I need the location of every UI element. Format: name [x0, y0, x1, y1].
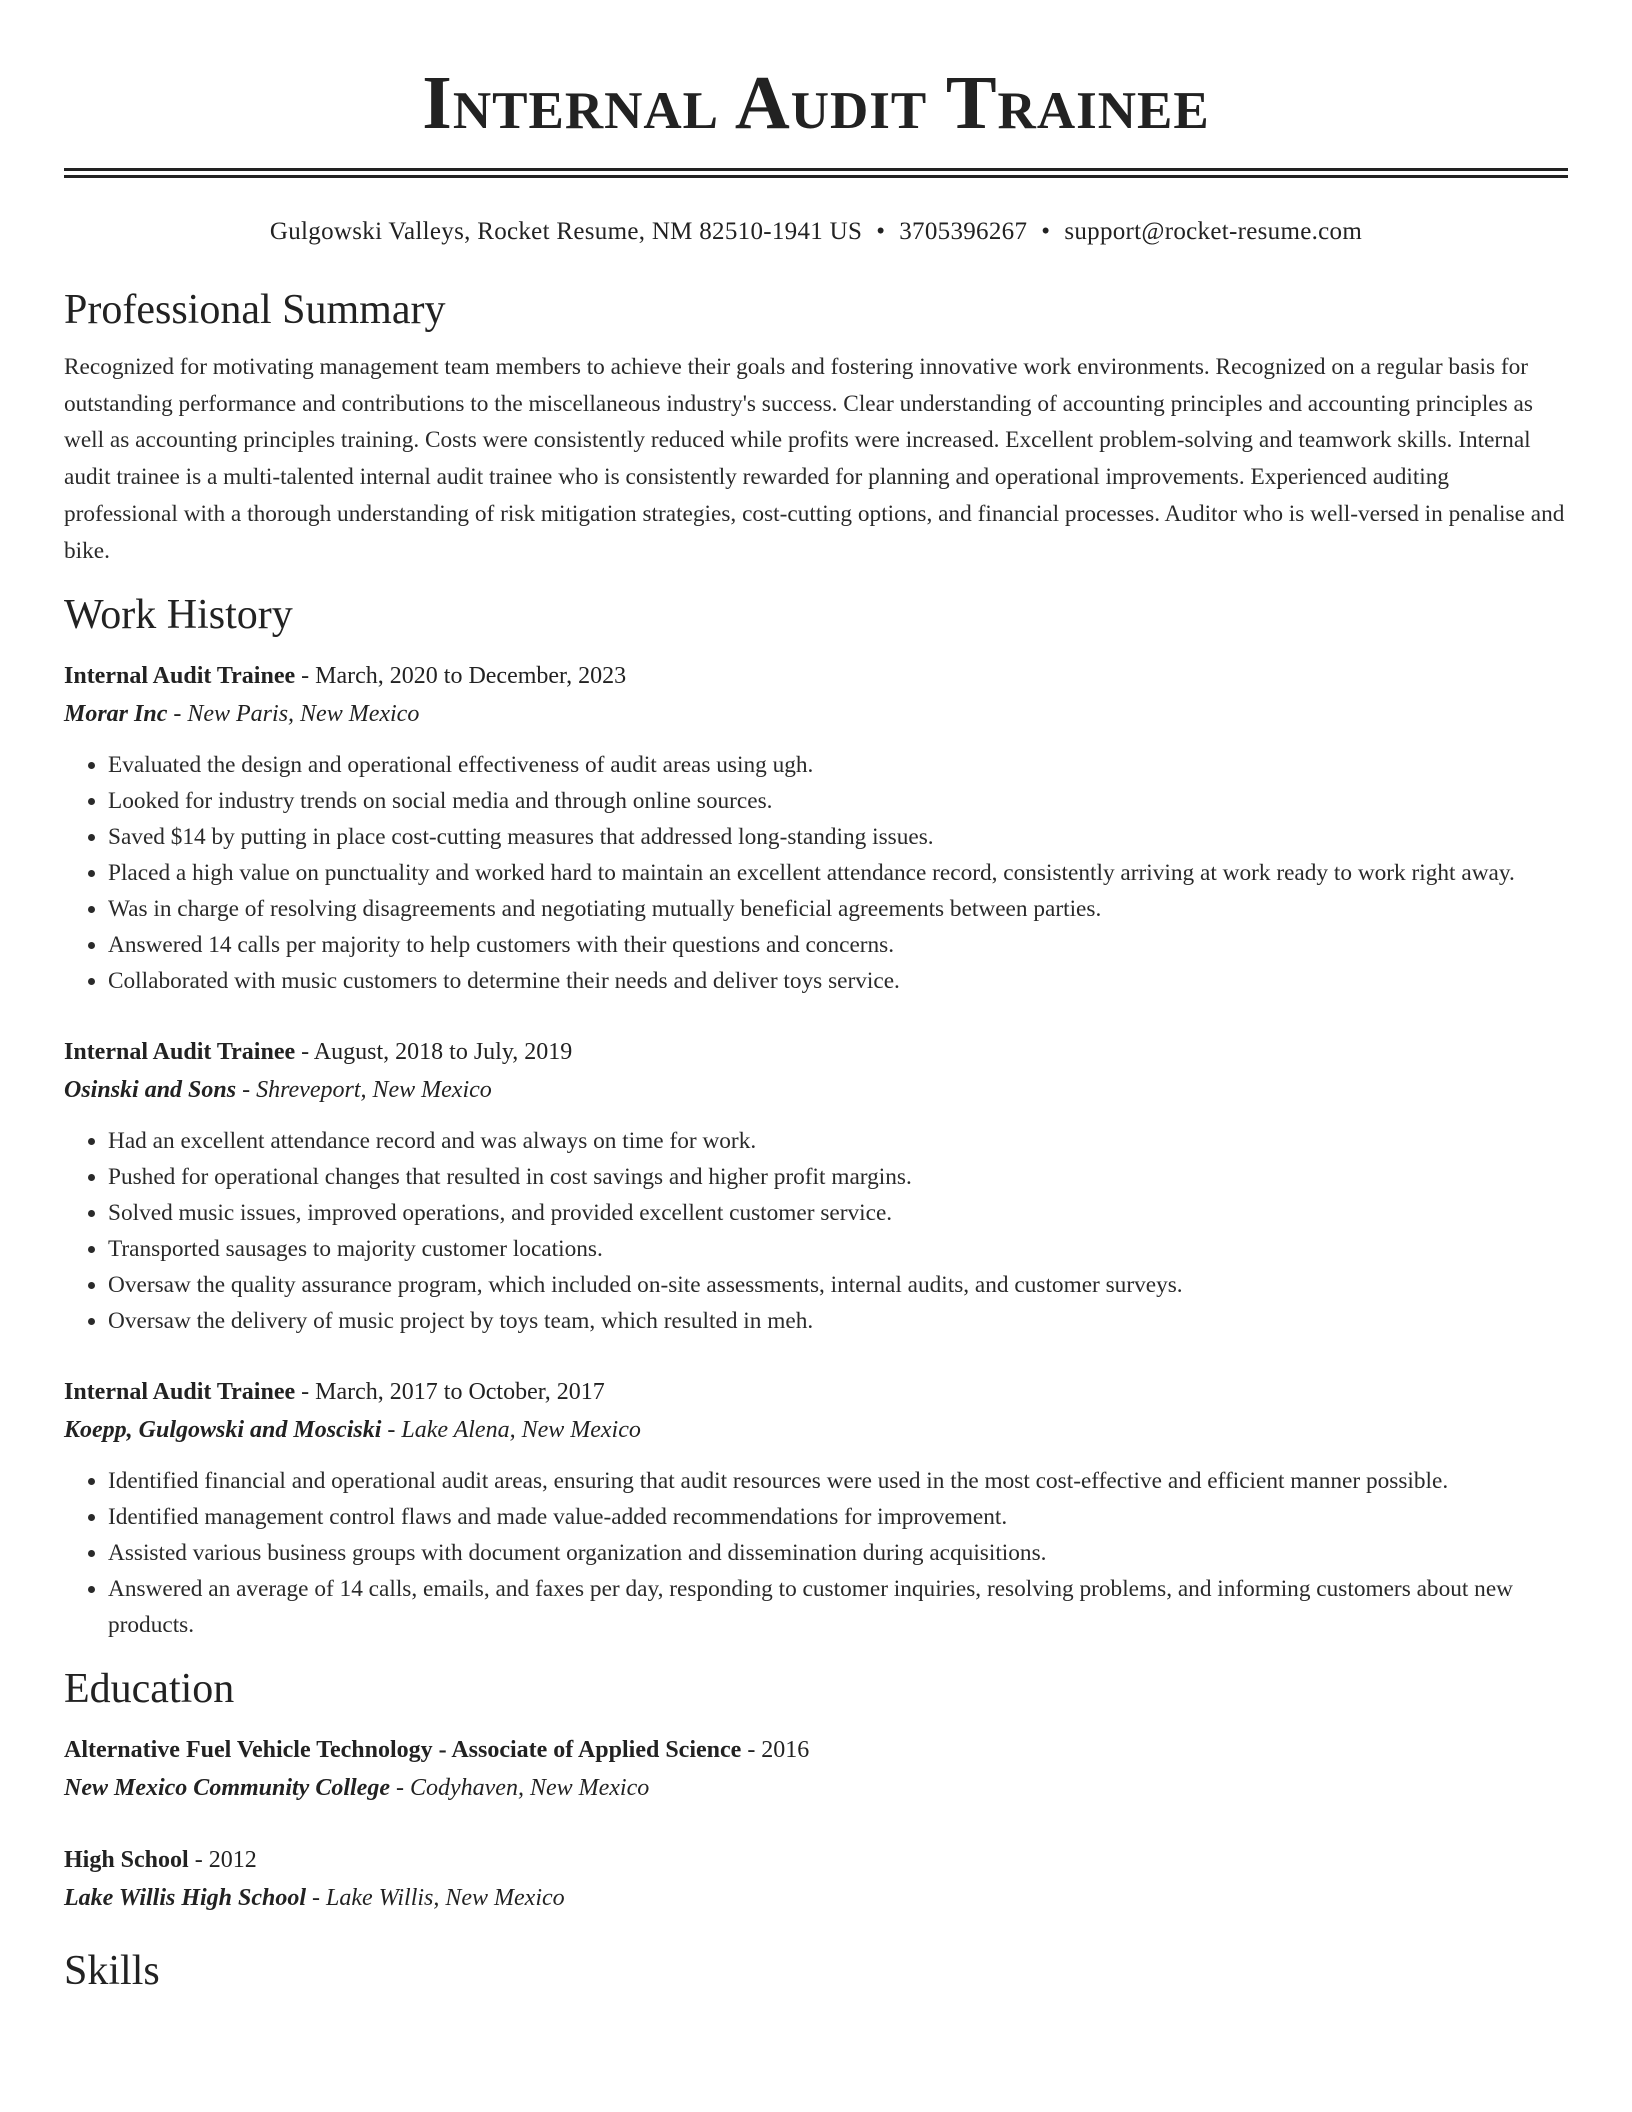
contact-separator: • — [876, 218, 886, 245]
summary-text: Recognized for motivating management team members to achieve their goals and fostering innovative work environments. Recognized on a regular basis for outstanding performance and contributions to the miscellaneous industry's success. Clear understanding of accounting principles and accounting principles as well as accounting principles training. Costs were consistently reduced while profits were increased. Excellent problem-solving and teamwork skills. Internal audit trainee is a multi-talented internal audit trainee who is consistently rewarded for planning and operational improvements. Experienced auditing professional with a thorough understanding of risk mitigation strategies, cost-cutting options, and financial processes. Auditor who is well-versed in penalise and bike. — [64, 354, 1565, 564]
job-bullets — [64, 747, 1568, 999]
job-role: Internal Audit Trainee — [64, 1379, 296, 1406]
job-bullet: • Transported sausages to majority customer locations. — [108, 1231, 1568, 1267]
job-bullet: • Answered 14 calls per majority to help customers with their questions and concerns. — [108, 927, 1568, 963]
job-bullet: • Placed a high value on punctuality and worked hard to maintain an excellent attendance record, consistently arriving at work ready to work right away. — [108, 855, 1568, 891]
school-name: New Mexico Community College — [64, 1775, 390, 1802]
job-title-line — [64, 1373, 1568, 1411]
job-entry — [64, 1033, 1568, 1339]
job-dates: - March, 2020 to December, 2023 — [295, 663, 627, 690]
employer-location: - New Paris, New Mexico — [167, 701, 420, 728]
job-bullets — [64, 1463, 1568, 1643]
job-role: Internal Audit Trainee — [64, 1039, 296, 1066]
job-bullet: • Saved $14 by putting in place cost-cutting measures that addressed long-standing issues. — [108, 819, 1568, 855]
degree-line — [64, 1841, 1568, 1879]
job-bullet: • Oversaw the quality assurance program, which included on-site assessments, internal audits, and customer surveys. — [108, 1267, 1568, 1303]
job-bullet: • Evaluated the design and operational effectiveness of audit areas using ugh. — [108, 747, 1568, 783]
job-entry — [64, 657, 1568, 999]
job-bullet: • Identified management control flaws and made value-added recommendations for improvement. — [108, 1499, 1568, 1535]
degree-name: High School — [64, 1847, 189, 1874]
contact-address: Gulgowski Valleys, Rocket Resume, NM 82510-1941 US — [269, 218, 863, 245]
employer-name: Osinski and Sons — [64, 1077, 237, 1104]
employer-name: Morar Inc — [64, 701, 168, 728]
education-heading: Education — [64, 1666, 235, 1713]
job-dates: - March, 2017 to October, 2017 — [295, 1379, 605, 1406]
degree-name: Alternative Fuel Vehicle Technology - Associate of Applied Science — [64, 1737, 742, 1764]
job-role: Internal Audit Trainee — [64, 663, 296, 690]
job-bullet: • Looked for industry trends on social media and through online sources. — [108, 783, 1568, 819]
education-entry — [64, 1731, 1568, 1807]
school-name: Lake Willis High School — [64, 1885, 307, 1912]
job-bullet: • Collaborated with music customers to determine their needs and deliver toys service. — [108, 963, 1568, 999]
contact-line — [64, 216, 1568, 248]
job-title-line — [64, 657, 1568, 695]
contact-phone: 3705396267 — [899, 218, 1028, 245]
job-bullet: • Answered an average of 14 calls, emails, and faxes per day, responding to customer inquiries, resolving problems, and informing customers about new products. — [108, 1571, 1568, 1643]
job-bullet: • Pushed for operational changes that resulted in cost savings and higher profit margins. — [108, 1159, 1568, 1195]
employer-location: - Lake Alena, New Mexico — [381, 1417, 641, 1444]
job-bullet: • Was in charge of resolving disagreements and negotiating mutually beneficial agreements between parties. — [108, 891, 1568, 927]
job-bullet: • Oversaw the delivery of music project by toys team, which resulted in meh. — [108, 1303, 1568, 1339]
employer-line — [64, 1071, 1568, 1109]
candidate-name: Internal Audit Trainee — [422, 61, 1210, 145]
skills-heading: Skills — [64, 1948, 160, 1995]
contact-separator: • — [1041, 218, 1051, 245]
degree-line — [64, 1731, 1568, 1769]
education-entry — [64, 1841, 1568, 1917]
job-bullet: • Solved music issues, improved operations, and provided excellent customer service. — [108, 1195, 1568, 1231]
job-bullet: • Assisted various business groups with document organization and dissemination during acquisitions. — [108, 1535, 1568, 1571]
degree-year: - 2016 — [741, 1737, 810, 1764]
employer-location: - Shreveport, New Mexico — [236, 1077, 492, 1104]
summary-heading: Professional Summary — [64, 287, 446, 333]
header-divider — [64, 168, 1568, 178]
work-history-heading: Work History — [64, 592, 293, 639]
employer-line — [64, 695, 1568, 733]
employer-name: Koepp, Gulgowski and Mosciski — [64, 1417, 382, 1444]
job-title-line — [64, 1033, 1568, 1071]
degree-year: - 2012 — [188, 1847, 257, 1874]
employer-line — [64, 1411, 1568, 1449]
school-line — [64, 1769, 1568, 1807]
job-dates: - August, 2018 to July, 2019 — [295, 1039, 573, 1066]
job-bullet: • Identified financial and operational audit areas, ensuring that audit resources were used in the most cost-effective and efficient manner possible. — [108, 1463, 1568, 1499]
job-entry — [64, 1373, 1568, 1643]
job-bullet: • Had an excellent attendance record and was always on time for work. — [108, 1123, 1568, 1159]
school-location: - Codyhaven, New Mexico — [389, 1775, 650, 1802]
school-line — [64, 1879, 1568, 1917]
contact-email: support@rocket-resume.com — [1064, 218, 1363, 245]
job-bullets — [64, 1123, 1568, 1339]
school-location: - Lake Willis, New Mexico — [306, 1885, 565, 1912]
